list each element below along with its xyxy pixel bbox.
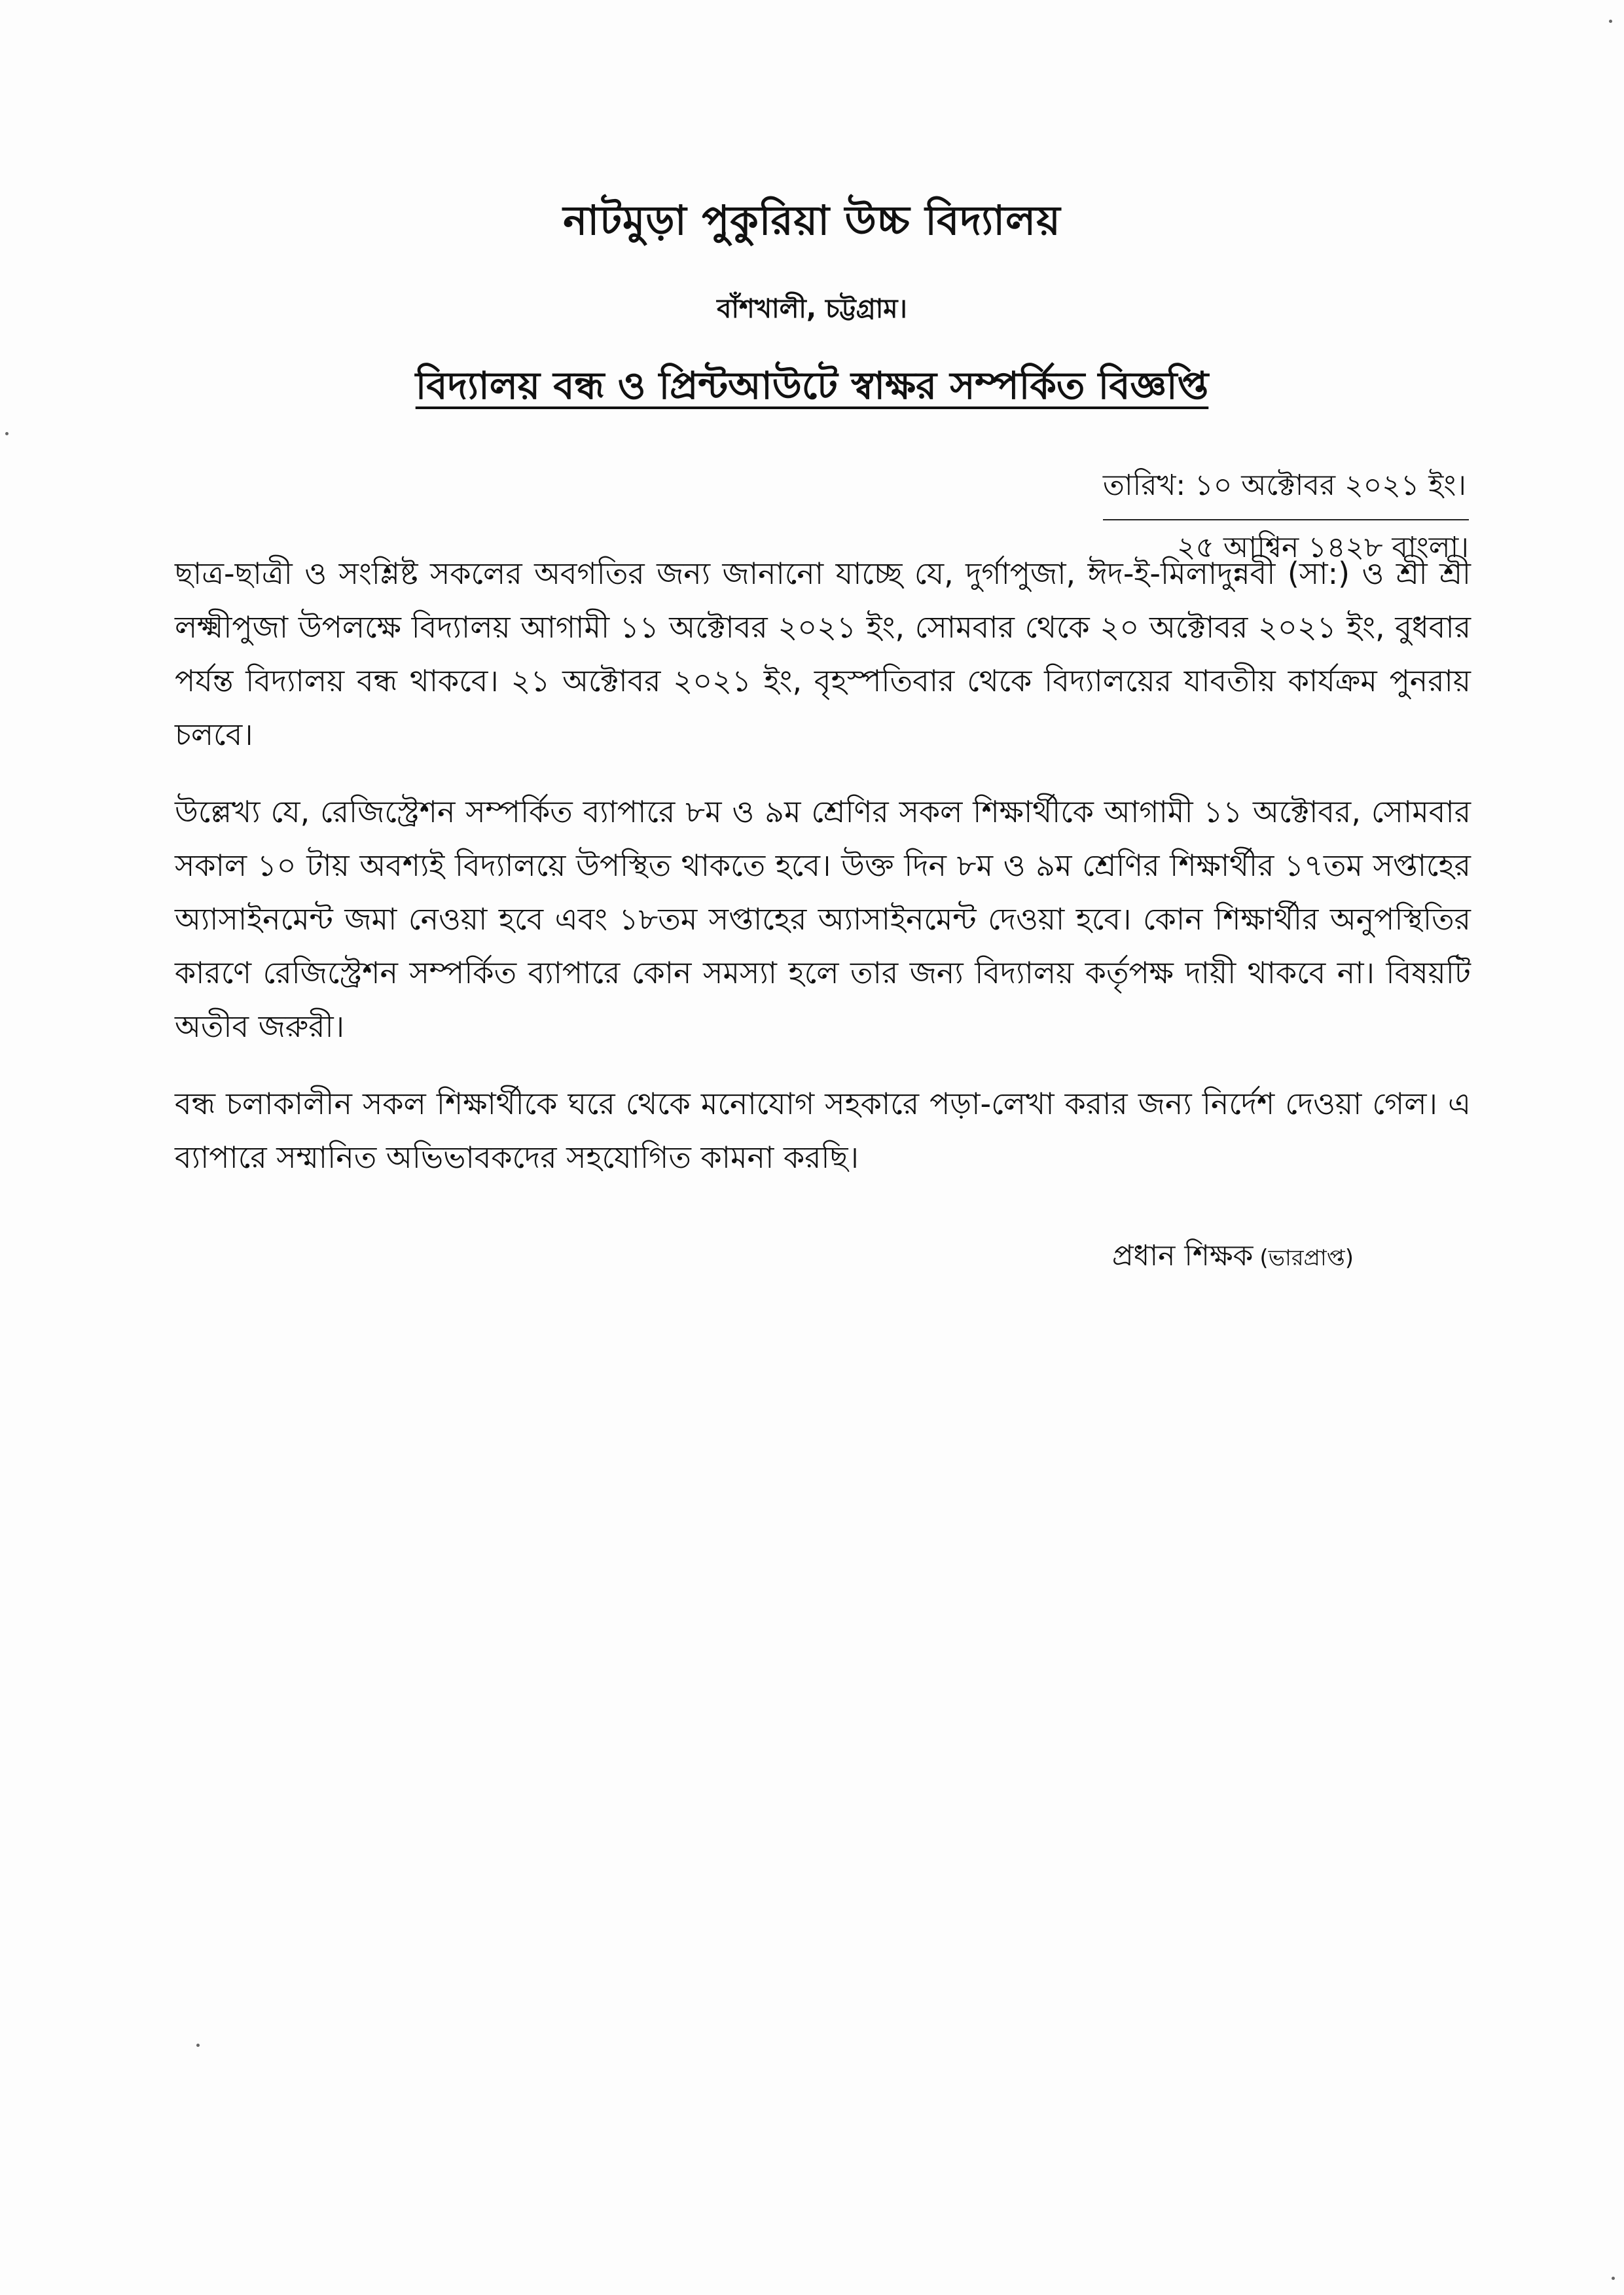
scan-speck [5,432,9,435]
paragraph-closure: ছাত্র-ছাত্রী ও সংশ্লিষ্ট সকলের অবগতির জন্য জানানো যাচ্ছে যে, দুর্গাপুজা, ঈদ-ই-মিলাদুন্নবী (সা:) ও শ্রী শ্রী লক্ষ্মীপুজা উপলক্ষে বিদ্যালয় আগামী ১১ অক্টোবর ২০২১ ইং, সোমবার থেকে ২০ অক্টোবর ২০২১ ইং, বুধবার পর্যন্ত বিদ্যালয় বন্ধ থাকবে। ২১ অক্টোবর ২০২১ ইং, বৃহস্পতিবার থেকে বিদ্যালয়ের যাবতীয় কার্যক্রম পুনরায় চলবে। [175,556,1471,752]
paragraph-registration: উল্লেখ্য যে, রেজিস্ট্রেশন সম্পর্কিত ব্যাপারে ৮ম ও ৯ম শ্রেণির সকল শিক্ষার্থীকে আগামী ১১ অক্টোবর, সোমবার সকাল ১০ টায় অবশ্যই বিদ্যালয়ে উপস্থিত থাকতে হবে। উক্ত দিন ৮ম ও ৯ম শ্রেণির শিক্ষার্থীর ১৭তম সপ্তাহের অ্যাসাইনমেন্ট জমা নেওয়া হবে এবং ১৮তম সপ্তাহের অ্যাসাইনমেন্ট দেওয়া হবে। কোন শিক্ষার্থীর অনুপস্থিতির কারণে রেজিস্ট্রেশন সম্পর্কিত ব্যাপারে কোন সমস্যা হলে তার জন্য বিদ্যালয় কর্তৃপক্ষ দায়ী থাকবে না। বিষয়টি অতীব জরুরী। [175,794,1471,1044]
signature-title: প্রধান শিক্ষক [1111,1239,1254,1273]
notice-body [175,547,1471,1208]
paragraph-study-instruction: বন্ধ চলাকালীন সকল শিক্ষার্থীকে ঘরে থেকে মনোযোগ সহকারে পড়া-লেখা করার জন্য নির্দেশ দেওয়া গেল। এ ব্যাপারে সম্মানিত অভিভাবকদের সহযোগিত কামনা করছি। [175,1086,1471,1175]
signature-acting: (ভারপ্রাপ্ত) [1259,1245,1354,1271]
bangla-date: ২৫ আশ্বিন ১৪২৮ বাংলা। [1176,531,1469,564]
gregorian-date: তারিখ: ১০ অক্টোবর ২০২১ ইং। [1103,458,1469,520]
notice-title-text: বিদ্যালয় বন্ধ ও প্রিন্টআউটে স্বাক্ষর সম্পর্কিত বিজ্ঞপ্তি [415,363,1209,408]
notice-title [0,357,1624,420]
signature-block [1112,1234,1354,1282]
scan-speck [1609,20,1612,23]
school-name: নাটমুড়া পুকুরিয়া উচ্চ বিদ্যালয় [563,196,1061,244]
scan-speck [196,2044,200,2047]
school-address: বাঁশখালী, চট্টগ্রাম। [717,294,907,324]
scan-speck [1612,2277,1615,2280]
